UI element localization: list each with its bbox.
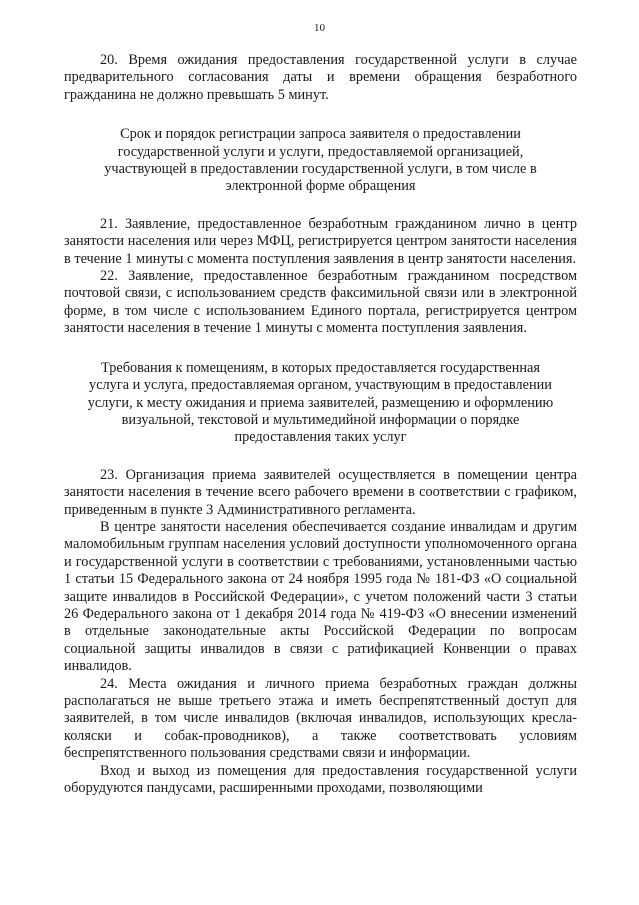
paragraph-23: 23. Организация приема заявителей осуществляется в помещении центра занятости населения в течение всего рабочего времени в соответствии с графиком, приведенным в пункте 3 Административного регламента. — [64, 466, 577, 518]
document-body — [64, 52, 577, 797]
page-number: 10 — [314, 22, 325, 34]
section-heading-registration: Срок и порядок регистрации запроса заявителя о предоставлении государственной услуги и услуги, предоставляемой организацией, участвующей в предоставлении государственной услуги, в том числе в электронной форме обращения — [104, 126, 537, 195]
section-heading-premises: Требования к помещениям, в которых предоставляется государственная услуга и услуга, предоставляемая органом, участвующим в предоставлении услуги, к месту ожидания и приема заявителей, размещению и оформлению визуальной, текстовой и мультимедийной информации о порядке предоставления таких услуг — [87, 359, 554, 446]
paragraph-22: 22. Заявление, предоставленное безработным гражданином посредством почтовой связи, с использованием средств факсимильной связи или в электронной форме, в том числе с использованием Единого портала, регистрируется центром занятости населения в течение 1 минуты с момента поступления заявления. — [64, 268, 577, 337]
paragraph-accessibility: В центре занятости населения обеспечивается создание инвалидам и другим маломобильным группам населения условий доступности уполномоченного органа и государственной услуги в соответствии с требованиями, установленными частью 1 статьи 15 Федерального закона от 24 ноября 1995 года № 181-ФЗ «О социальной защите инвалидов в Российской Федерации», с учетом положений части 3 статьи 26 Федерального закона от 1 декабря 2014 года № 419-ФЗ «О внесении изменений в отдельные законодательные акты Российской Федерации по вопросам социальной защиты инвалидов в связи с ратификацией Конвенции о правах инвалидов. — [64, 518, 577, 675]
paragraph-21: 21. Заявление, предоставленное безработным гражданином лично в центр занятости населения или через МФЦ, регистрируется центром занятости населения в течение 1 минуты с момента поступления заявления в центр занятости населения. — [64, 215, 577, 267]
paragraph-24: 24. Места ожидания и личного приема безработных граждан должны располагаться не выше третьего этажа и иметь беспрепятственный доступ для заявителей, в том числе инвалидов (включая инвалидов, использующих кресла-коляски и собак-проводников), а также соответствовать условиям беспрепятственного пользования средствами связи и информации. — [64, 675, 577, 762]
paragraph-20: 20. Время ожидания предоставления государственной услуги в случае предварительного согласования даты и времени обращения безработного гражданина не должно превышать 5 минут. — [64, 52, 577, 103]
paragraph-entrance: Вход и выход из помещения для предоставления государственной услуги оборудуются пандусами, расширенными проходами, позволяющими — [64, 762, 577, 797]
